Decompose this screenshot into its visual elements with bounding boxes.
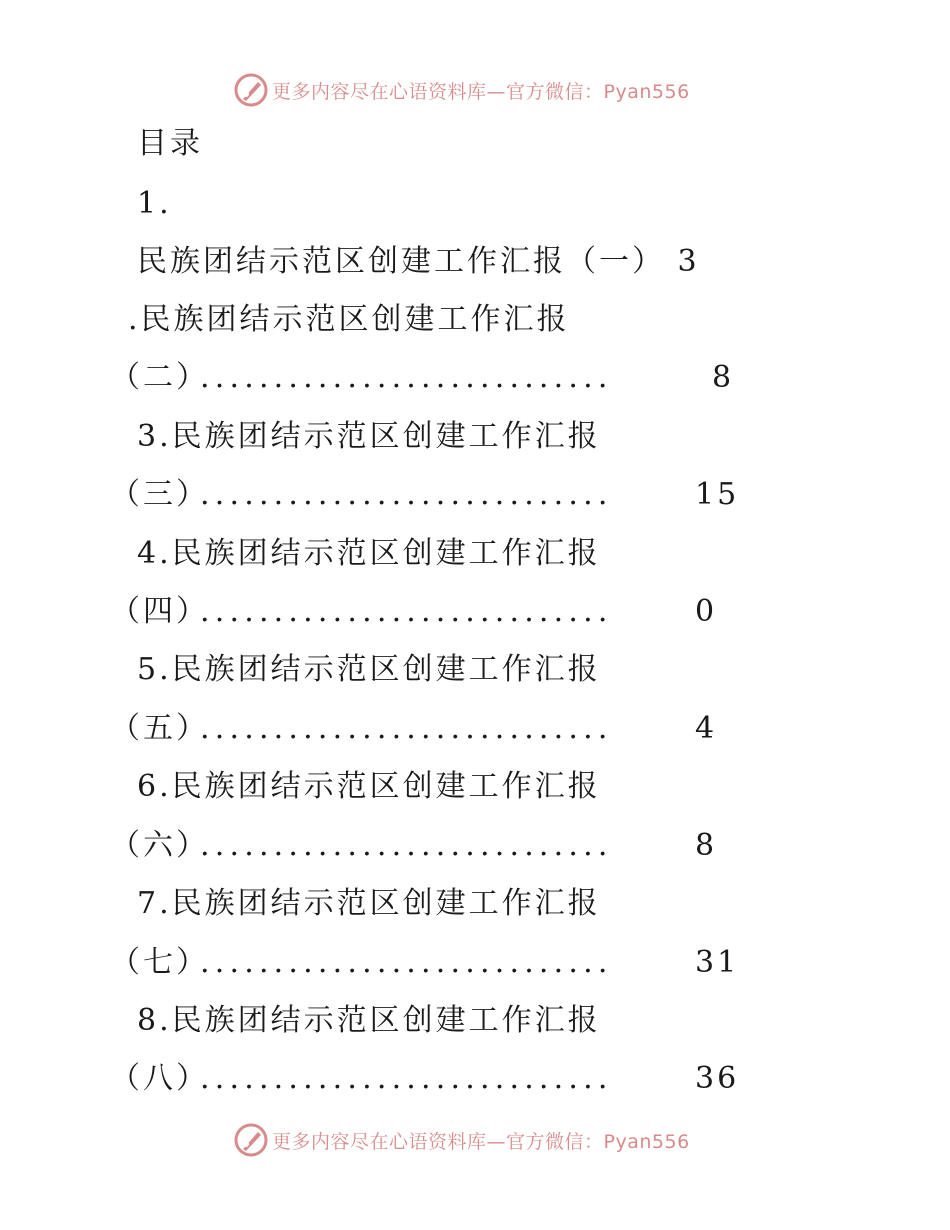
watermark-text: 更多内容尽在心语资料库—官方微信：Pyan556 (272, 1130, 690, 1153)
toc-line: 3.民族团结示范区创建工作汇报 (137, 419, 601, 454)
watermark-banner-top (234, 72, 714, 108)
toc-entry-2-label: （二） (110, 360, 209, 395)
quill-pen-logo-icon (234, 1123, 268, 1157)
toc-leader-dots: ............................ (200, 711, 613, 746)
toc-page-number: 36 (695, 1061, 740, 1096)
toc-page-number: 0 (695, 594, 718, 629)
toc-leader-dots: ............................ (200, 594, 613, 629)
toc-line: 4.民族团结示范区创建工作汇报 (137, 536, 601, 571)
toc-line: 6.民族团结示范区创建工作汇报 (137, 769, 601, 804)
toc-page-number: 8 (695, 828, 718, 863)
toc-leader-dots: ............................ (200, 477, 613, 512)
toc-line: 5.民族团结示范区创建工作汇报 (137, 652, 601, 687)
toc-page-number: 15 (695, 477, 740, 512)
toc-page-number: 4 (695, 711, 718, 746)
toc-leader-dots: ............................ (200, 945, 613, 980)
toc-line: .民族团结示范区创建工作汇报 (128, 302, 570, 337)
toc-entry-4-label: （四） (110, 594, 209, 629)
toc-leader-dots: ............................ (200, 828, 613, 863)
quill-pen-logo-icon (234, 73, 268, 107)
toc-leader-dots: ............................ (200, 360, 613, 395)
toc-leader-dots: ............................ (200, 1061, 613, 1096)
toc-entry-3-label: （三） (110, 477, 209, 512)
toc-page-number: 31 (695, 945, 740, 980)
toc-title: 目录 (137, 126, 203, 161)
watermark-banner-bottom (234, 1122, 714, 1158)
toc-line: 民族团结示范区创建工作汇报（一） 3 (137, 244, 700, 279)
toc-line: 7.民族团结示范区创建工作汇报 (137, 886, 601, 921)
toc-page-number: 8 (712, 360, 735, 395)
toc-entry-5-label: （五） (110, 711, 209, 746)
toc-entry-7-label: （七） (110, 945, 209, 980)
watermark-text: 更多内容尽在心语资料库—官方微信：Pyan556 (272, 80, 690, 103)
toc-entry-6-label: （六） (110, 828, 209, 863)
toc-line: 1. (137, 186, 172, 221)
toc-entry-8-label: （八） (110, 1061, 209, 1096)
toc-line: 8.民族团结示范区创建工作汇报 (137, 1003, 601, 1038)
